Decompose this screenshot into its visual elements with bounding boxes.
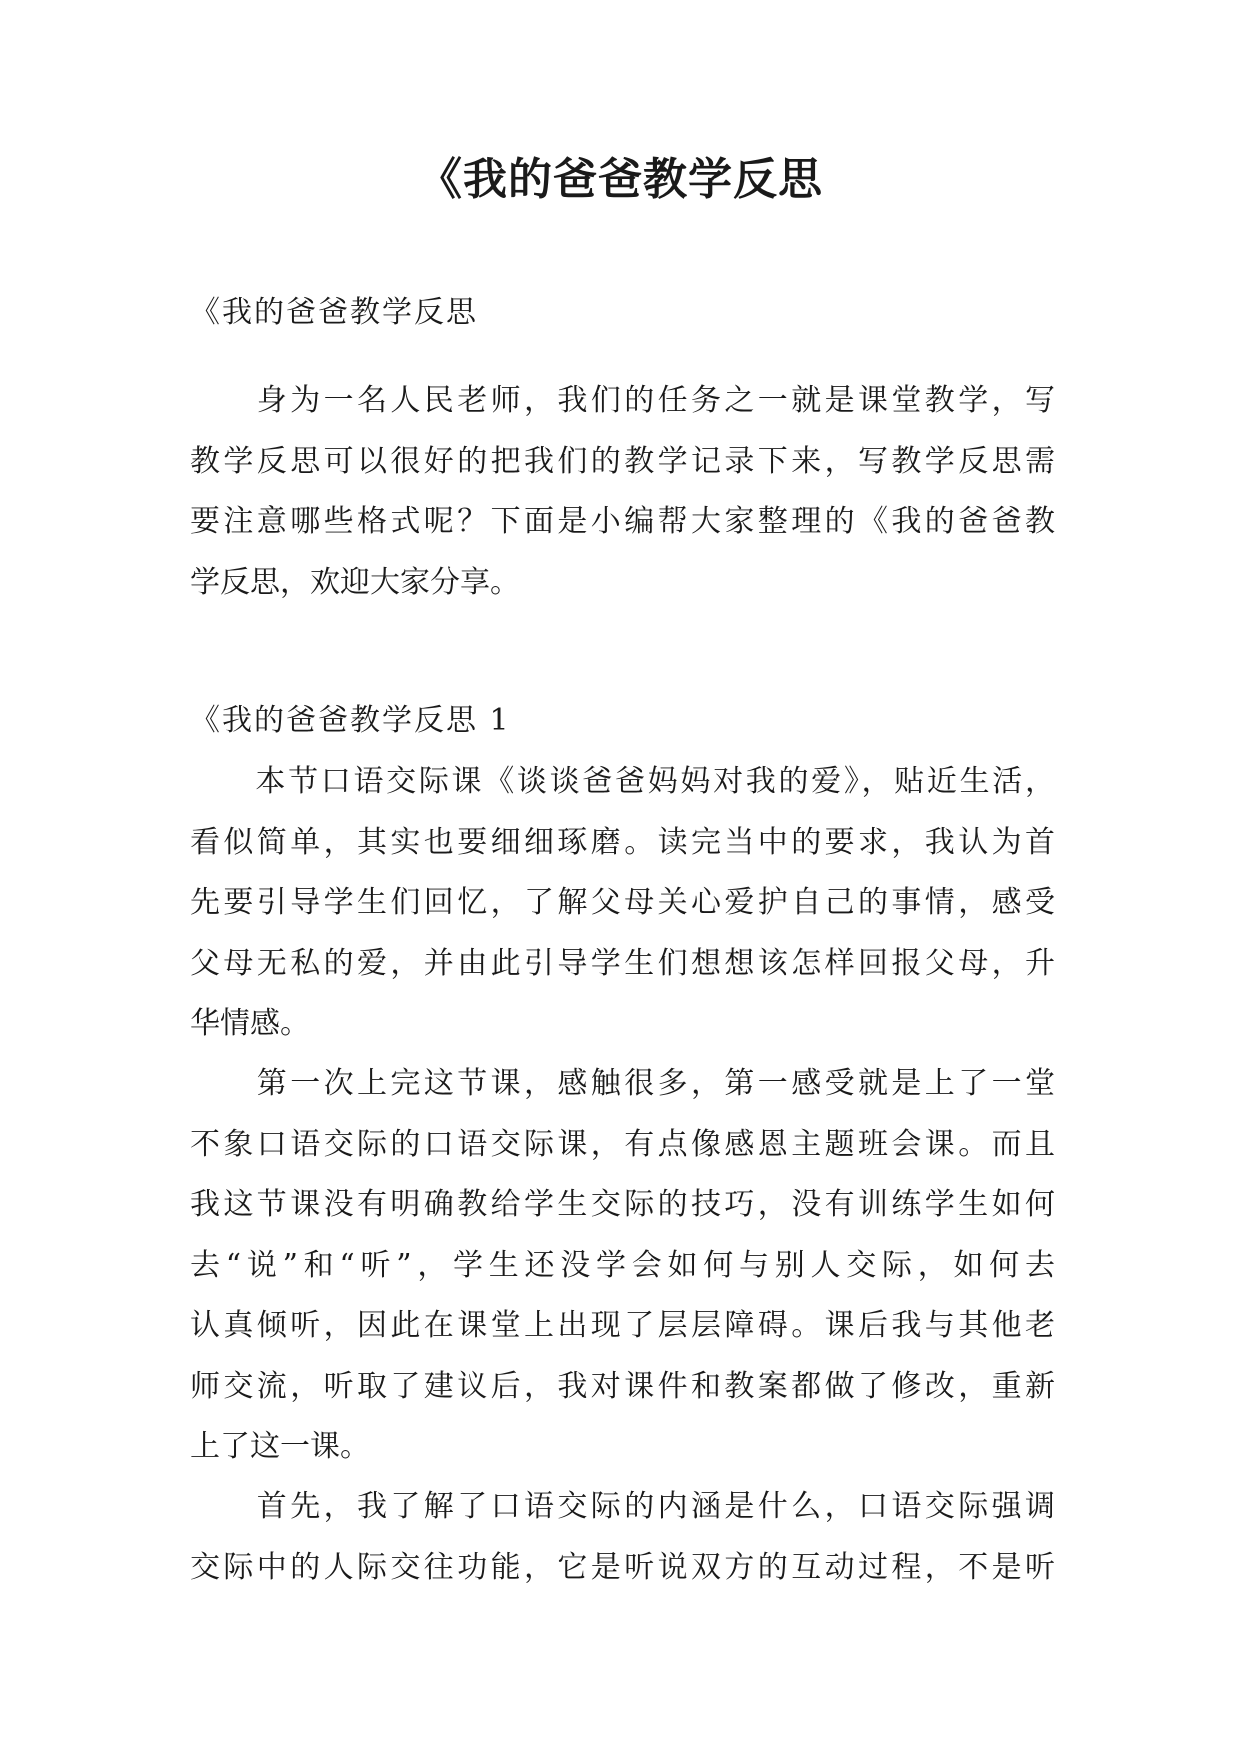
paragraph-line: 华情感。 xyxy=(190,1006,310,1041)
paragraph-line: 师交流，听取了建议后，我对课件和教案都做了修改，重新 xyxy=(190,1368,1055,1404)
paragraph-line: 去“说”和“听”，学生还没学会如何与别人交际，如何去 xyxy=(190,1247,1055,1283)
body-paragraph-3 xyxy=(190,1477,1055,1598)
paragraph-line: 看似简单，其实也要细细琢磨。读完当中的要求，我认为首 xyxy=(190,824,1055,860)
paragraph-line: 上了这一课。 xyxy=(190,1429,370,1464)
body-paragraph-2 xyxy=(190,1054,1055,1478)
document-subtitle: 《我的爸爸教学反思 xyxy=(190,295,478,330)
intro-line: 学反思，欢迎大家分享。 xyxy=(190,564,520,600)
paragraph-line: 认真倾听，因此在课堂上出现了层层障碍。课后我与其他老 xyxy=(190,1308,1055,1343)
paragraph-line: 第一次上完这节课，感触很多，第一感受就是上了一堂 xyxy=(190,1066,1055,1101)
intro-line: 教学反思可以很好的把我们的教学记录下来，写教学反思需 xyxy=(190,443,1055,479)
document-title: 《我的爸爸教学反思 xyxy=(418,154,823,205)
intro-paragraph xyxy=(190,371,1055,613)
section-heading: 《我的爸爸教学反思 1 xyxy=(190,703,511,738)
paragraph-line: 先要引导学生们回忆，了解父母关心爱护自己的事情，感受 xyxy=(190,885,1055,920)
body-paragraph-1 xyxy=(190,752,1055,1055)
paragraph-line: 我这节课没有明确教给学生交际的技巧，没有训练学生如何 xyxy=(190,1187,1055,1222)
paragraph-line: 交际中的人际交往功能，它是听说双方的互动过程，不是听 xyxy=(190,1549,1055,1585)
intro-line: 要注意哪些格式呢？下面是小编帮大家整理的《我的爸爸教 xyxy=(190,504,1055,539)
paragraph-line: 父母无私的爱，并由此引导学生们想想该怎样回报父母，升 xyxy=(190,945,1055,981)
paragraph-line: 不象口语交际的口语交际课，有点像感恩主题班会课。而且 xyxy=(190,1126,1055,1162)
paragraph-line: 首先，我了解了口语交际的内涵是什么，口语交际强调 xyxy=(190,1489,1055,1524)
paragraph-line: 本节口语交际课《谈谈爸爸妈妈对我的爱》，贴近生活， xyxy=(190,764,1055,799)
intro-line: 身为一名人民老师，我们的任务之一就是课堂教学，写 xyxy=(190,383,1055,418)
